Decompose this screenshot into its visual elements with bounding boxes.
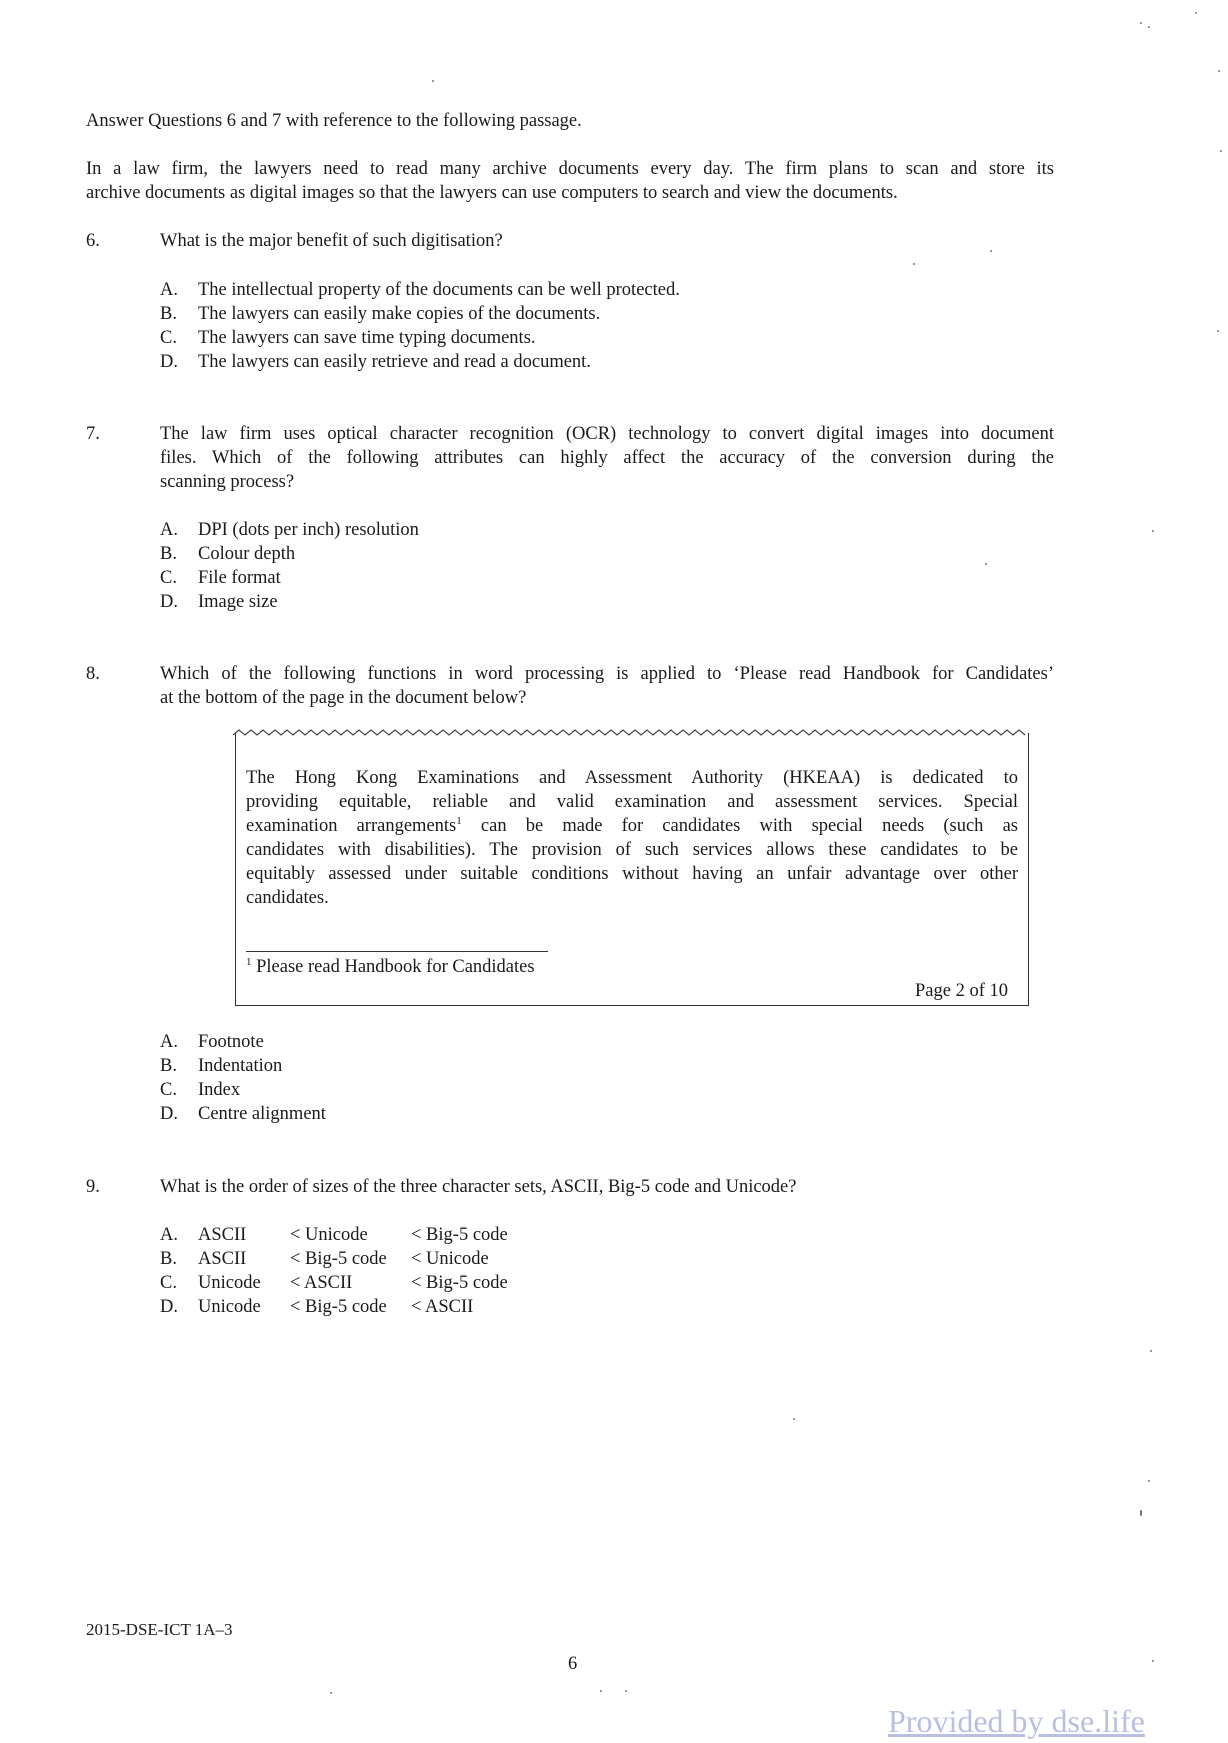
q9-option-d-col1: Unicode <box>198 1297 261 1317</box>
scan-speck <box>1195 12 1197 14</box>
doc-line-2: providing equitable, reliable and valid examination and assessment services. Special <box>246 792 1018 812</box>
q7-option-b-letter: B. <box>160 544 177 564</box>
scan-speck <box>1218 70 1220 72</box>
scan-speck <box>1152 1660 1154 1662</box>
q8-option-a-text: Footnote <box>198 1032 264 1052</box>
scan-speck <box>432 80 434 82</box>
q8-option-a-letter: A. <box>160 1032 178 1052</box>
q6-option-b-letter: B. <box>160 304 177 324</box>
q9-option-a-letter: A. <box>160 1225 178 1245</box>
q7-option-b-text: Colour depth <box>198 544 296 564</box>
q9-option-a-col1: ASCII <box>198 1225 247 1245</box>
scan-speck <box>1140 1510 1142 1516</box>
doc-line-3-end: can be made for candidates with special needs (such as <box>461 816 1018 836</box>
watermark: Provided by dse.life <box>888 1703 1145 1739</box>
doc-line-3 <box>246 816 1018 837</box>
q7-option-a-letter: A. <box>160 520 178 540</box>
passage-line-2: archive documents as digital images so that the lawyers can use computers to search and view the documents. <box>86 183 898 203</box>
question-9-number: 9. <box>86 1177 100 1197</box>
q6-option-d-text: The lawyers can easily retrieve and read a document. <box>198 352 591 372</box>
q6-option-a-text: The intellectual property of the documents can be well protected. <box>198 280 680 300</box>
scan-speck <box>985 563 987 565</box>
q9-option-d-col3: < ASCII <box>411 1297 474 1317</box>
footnote-number: 1 <box>246 955 252 968</box>
question-7-number: 7. <box>86 424 100 444</box>
question-8-number: 8. <box>86 664 100 684</box>
question-7-stem-line-2: files. Which of the following attributes can highly affect the accuracy of the conversion during the <box>160 448 1054 468</box>
q7-option-a-text: DPI (dots per inch) resolution <box>198 520 419 540</box>
scan-speck <box>600 1690 602 1692</box>
passage-heading: Answer Questions 6 and 7 with reference to the following passage. <box>86 111 582 131</box>
q9-option-c-col2: < ASCII <box>290 1273 353 1293</box>
footnote <box>246 957 1018 978</box>
q8-option-c-letter: C. <box>160 1080 177 1100</box>
doc-line-4: candidates with disabilities). The provision of such services allows these candidates to be <box>246 840 1018 860</box>
doc-line-5: equitably assessed under suitable conditions without having an unfair advantage over other <box>246 864 1018 884</box>
q6-option-d-letter: D. <box>160 352 178 372</box>
scan-speck <box>1150 1350 1152 1352</box>
scan-speck <box>1148 26 1150 28</box>
q8-option-b-text: Indentation <box>198 1056 283 1076</box>
footnote-separator <box>246 951 548 952</box>
question-7-stem-line-3: scanning process? <box>160 472 295 492</box>
q8-option-b-letter: B. <box>160 1056 177 1076</box>
scan-speck <box>1217 330 1219 332</box>
q9-option-d-col2: < Big-5 code <box>290 1297 387 1317</box>
q9-option-a-col2: < Unicode <box>290 1225 368 1245</box>
doc-line-6: candidates. <box>246 888 329 908</box>
q9-option-c-letter: C. <box>160 1273 177 1293</box>
q6-option-c-letter: C. <box>160 328 177 348</box>
q9-option-c-col3: < Big-5 code <box>411 1273 508 1293</box>
q9-option-d-letter: D. <box>160 1297 178 1317</box>
scan-speck <box>330 1692 332 1694</box>
scan-speck <box>793 1418 795 1420</box>
passage-line-1: In a law firm, the lawyers need to read many archive documents every day. The firm plans to scan and store its <box>86 159 1054 179</box>
q9-option-b-col3: < Unicode <box>411 1249 489 1269</box>
q7-option-c-letter: C. <box>160 568 177 588</box>
scan-speck <box>913 263 915 265</box>
question-9-stem: What is the order of sizes of the three character sets, ASCII, Big-5 code and Unicode? <box>160 1177 797 1197</box>
footnote-reference-mark: 1 <box>456 814 462 827</box>
doc-line-3-start: examination arrangements <box>246 816 457 836</box>
q7-option-d-text: Image size <box>198 592 278 612</box>
q8-option-c-text: Index <box>198 1080 241 1100</box>
q6-option-b-text: The lawyers can easily make copies of the documents. <box>198 304 601 324</box>
question-6-stem: What is the major benefit of such digitisation? <box>160 231 503 251</box>
doc-line-1: The Hong Kong Examinations and Assessment Authority (HKEAA) is dedicated to <box>246 768 1018 788</box>
q9-option-b-col1: ASCII <box>198 1249 247 1269</box>
q8-option-d-text: Centre alignment <box>198 1104 326 1124</box>
q9-option-b-letter: B. <box>160 1249 177 1269</box>
question-6-number: 6. <box>86 231 100 251</box>
q9-option-c-col1: Unicode <box>198 1273 261 1293</box>
page-number: 6 <box>568 1654 578 1674</box>
scan-speck <box>1140 22 1142 24</box>
paper-code: 2015-DSE-ICT 1A–3 <box>86 1620 233 1639</box>
page-label: Page 2 of 10 <box>915 981 1008 1001</box>
q9-option-a-col3: < Big-5 code <box>411 1225 508 1245</box>
scan-speck <box>1148 1480 1150 1482</box>
q7-option-d-letter: D. <box>160 592 178 612</box>
scan-speck <box>1152 530 1154 532</box>
q7-option-c-text: File format <box>198 568 281 588</box>
question-8-stem-line-2: at the bottom of the page in the document below? <box>160 688 527 708</box>
scan-speck <box>1220 150 1222 152</box>
scan-speck <box>990 250 992 252</box>
q8-option-d-letter: D. <box>160 1104 178 1124</box>
question-7-stem-line-1: The law firm uses optical character recognition (OCR) technology to convert digital images into document <box>160 424 1054 444</box>
question-8-stem-line-1: Which of the following functions in word processing is applied to ‘Please read Handbook for Candidates’ <box>160 664 1054 684</box>
q9-option-b-col2: < Big-5 code <box>290 1249 387 1269</box>
footnote-text: Please read Handbook for Candidates <box>256 957 535 977</box>
scan-speck <box>625 1690 627 1692</box>
q6-option-a-letter: A. <box>160 280 178 300</box>
q6-option-c-text: The lawyers can save time typing documents. <box>198 328 536 348</box>
